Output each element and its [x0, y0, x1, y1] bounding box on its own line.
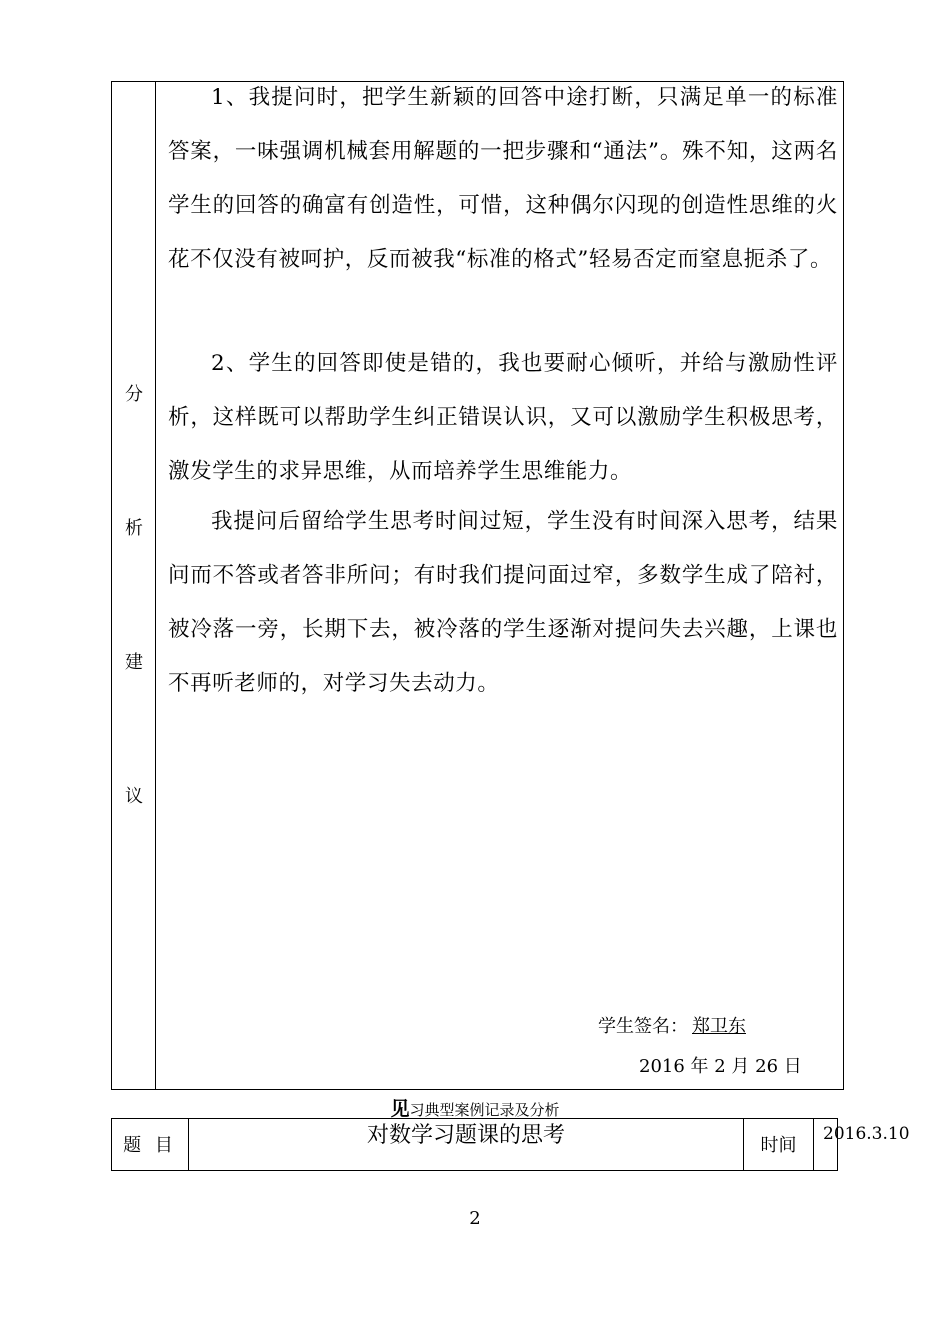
analysis-content: [156, 82, 843, 1089]
analysis-paragraph-1: 1、我提问时，把学生新颖的回答中途打断，只满足单一的标准答案，一味强调机械套用解题的一把步骤和“通法”。殊不知，这两名学生的回答的确富有创造性，可惜，这种偶尔闪现的创造性思维的火花不仅没有被呵护，反而被我“标准的格式”轻易否定而窒息扼杀了。: [168, 85, 838, 272]
section-label-char: 分: [125, 384, 143, 405]
section-label-char: 议: [125, 786, 143, 807]
topic-value: 对数学习题课的思考: [189, 1119, 744, 1170]
topic-label: 题 目: [112, 1119, 189, 1170]
analysis-paragraph-2: 2、学生的回答即使是错的，我也要耐心倾听，并给与激励性评析，这样既可以帮助学生纠正错误认识，又可以激励学生积极思考，激发学生的求异思维，从而培养学生思维能力。: [168, 351, 838, 484]
analysis-table: [111, 81, 844, 1090]
signature-name: 郑卫东: [692, 1016, 746, 1037]
signature-label: 学生签名：: [598, 1016, 688, 1037]
section-title: [0, 1094, 950, 1121]
info-table: [111, 1118, 910, 1171]
analysis-paragraph-3: 我提问后留给学生思考时间过短，学生没有时间深入思考，结果问而不答或者答非所问；有时我们提问面过窄，多数学生成了陪衬，被冷落一旁，长期下去，被冷落的学生逐渐对提问失去兴趣，上课也不再听老师的，对学习失去动力。: [168, 509, 838, 696]
date-line: 2016 年 2 月 26 日: [639, 1056, 802, 1077]
section-label-char: 析: [125, 518, 143, 539]
time-value: 2016.3.10: [823, 1124, 910, 1144]
page-number: 2: [469, 1208, 481, 1229]
section-title-rest: 习典型案例记录及分析: [409, 1101, 560, 1119]
section-label-char: 建: [125, 652, 143, 673]
signature-line: [598, 1012, 754, 1038]
section-title-first-char: 见: [390, 1098, 410, 1120]
time-label: 时间: [744, 1119, 814, 1170]
section-label-column: [112, 82, 156, 1089]
